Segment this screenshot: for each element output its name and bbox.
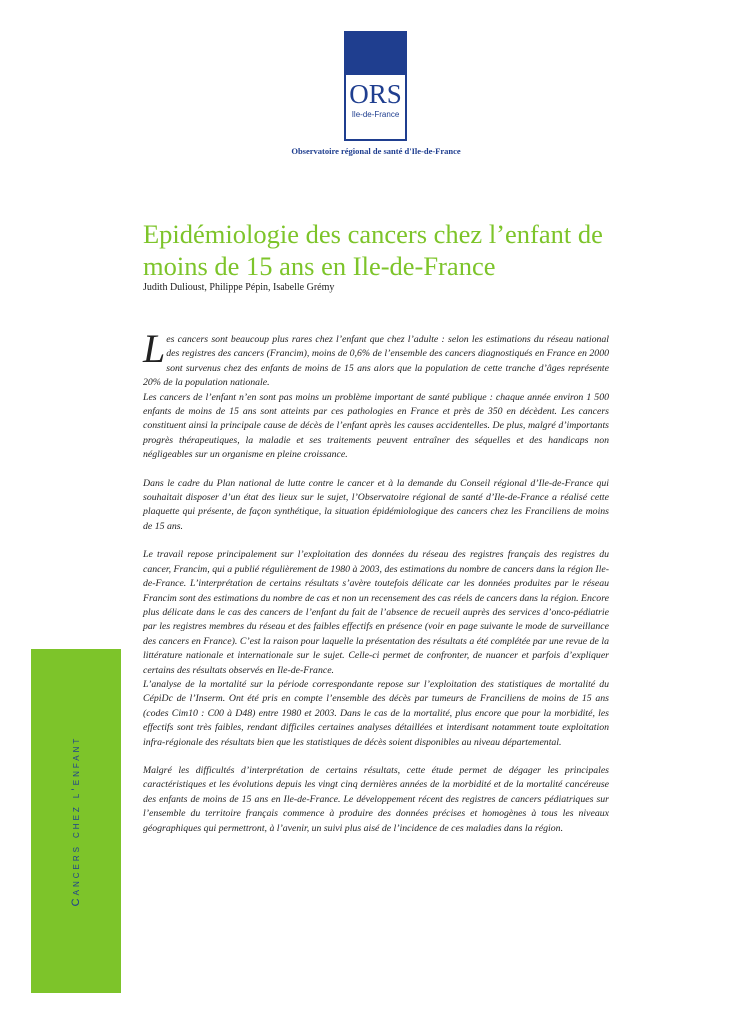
paragraph-6: Malgré les difficultés d’interprétation de certains résultats, cette étude permet de dégager les principales caractéristiques et les évolutions depuis les vingt cinq dernières années de la morbidité et de la mortalité cancéreuse des enfants de moins de 15 ans en Ile-de-France. Le développement récent des registres de cancers pédiatriques sur l’ensemble du territoire français commence à produire des données précises et homogènes à tous les niveaux géographiques qui permettront, à l’avenir, un suivi plus aisé de l’incidence de ces maladies dans la région. (143, 764, 609, 834)
paragraph-5: L’analyse de la mortalité sur la période correspondante repose sur l’exploitation des statistiques de mortalité du CépiDc de l’Inserm. Ont été pris en compte l’ensemble des décès par tumeurs de Franciliens de moins de 15 ans (codes Cim10 : C00 à D48) entre 1980 et 2003. Dans le cas de la mortalité, plus encore que pour la morbidité, les effectifs sont très faibles, rendant difficiles certaines analyses détaillées et interdisant notamment toute exploitation infra-régionale des résultats bien que les statistiques de décès soient disponibles au niveau départemental. (143, 678, 609, 748)
authors: Judith Dulioust, Philippe Pépin, Isabelle Grémy (143, 282, 335, 293)
side-bar (31, 649, 121, 993)
ors-logo (344, 31, 407, 141)
organization-name: Observatoire régional de santé d'Ile-de-France (291, 146, 461, 156)
document-title: Epidémiologie des cancers chez l’enfant de moins de 15 ans en Ile-de-France (143, 219, 603, 281)
body-text (143, 326, 609, 836)
paragraph-1: es cancers sont beaucoup plus rares chez l’enfant que chez l’adulte : selon les estimations du réseau national des registres des cancers (Francim), moins de 0,6% de l’ensemble des cancers diagnostiqués en France en 2000 sont survenus chez des enfants de moins de 15 ans alors que la population de cette tranche d’âges représente 20% de la population nationale. (143, 334, 609, 389)
dropcap: L (143, 326, 166, 371)
ors-logo-panel (346, 75, 405, 139)
paragraph-2: Les cancers de l’enfant n’en sont pas moins un problème important de santé publique : chaque année environ 1 500 enfants de moins de 15 ans sont atteints par ces pathologies en France et près de 350 en décèdent. Les cancers constituent ainsi la principale cause de décès de l’enfant après les causes accidentelles. De plus, malgré d’importants progrès thérapeutiques, la maladie et ses traitements peuvent entraîner des séquelles et des handicaps non négligeables sur un organisme en pleine croissance. (143, 391, 609, 461)
paragraph-3: Dans le cadre du Plan national de lutte contre le cancer et à la demande du Conseil régional d’Ile-de-France qui souhaitait disposer d’un état des lieux sur le sujet, l’Observatoire régional de santé d’Ile-de-France a réalisé cette plaquette qui présente, de façon synthétique, la situation épidémiologique des cancers chez les Franciliens de moins de 15 ans. (143, 477, 609, 532)
paragraph-intro (143, 326, 609, 391)
ors-logo-text: ORS (349, 79, 402, 109)
side-label: Cancers chez l’enfant (70, 735, 82, 907)
ors-logo-subtext: Ile-de-France (351, 110, 400, 119)
paragraph-4: Le travail repose principalement sur l’exploitation des données du réseau des registres français des registres du cancer, Francim, qui a publié régulièrement de 1980 à 2003, des estimations du nombre de cancers dans la région Ile-de-France. L’interprétation de certains résultats s’avère toutefois délicate car les données produites par le réseau Francim sont des estimations du nombre de cas et non un recensement des cas réels de cancers dans la région. Encore plus délicate dans le cas des cancers de l’enfant du fait de l’absence de recueil auprès des services d’onco-pédiatrie par les registres membres du réseau et des faibles effectifs en présence (voir en page suivante le mode de surveillance des cancers en France). C’est la raison pour laquelle la présentation des résultats a été complétée par une revue de la littérature nationale et internationale sur le sujet. Celle-ci permet de confronter, de nuancer et parfois d’expliquer certains des résultats observés en Ile-de-France. (143, 549, 609, 676)
